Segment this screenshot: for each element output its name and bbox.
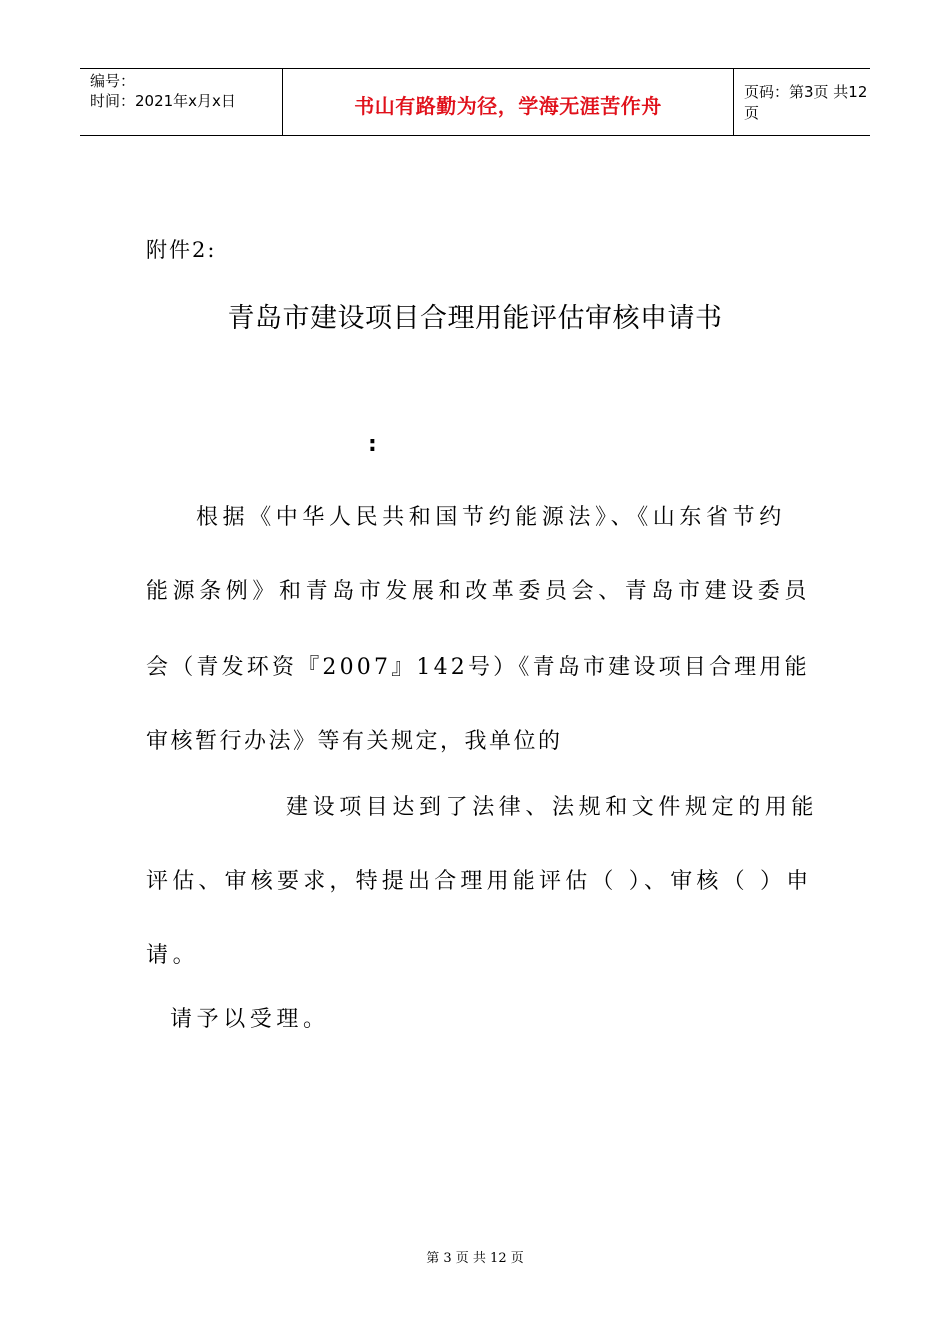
body-line-1: 根据《中华人民共和国节约能源法》、《山东省节约 [196, 505, 786, 530]
body-line-2: 能源条例》和青岛市发展和改革委员会、青岛市建设委员 [146, 579, 812, 604]
page-header [80, 68, 870, 136]
document-title: 青岛市建设项目合理用能评估审核申请书 [227, 303, 723, 334]
attachment-label: 附件2: [146, 238, 217, 262]
body-line-7: 请。 [146, 943, 200, 968]
body-line-5: 建设项目达到了法律、法规和文件规定的用能 [286, 795, 819, 820]
body-line-8: 请予以受理。 [170, 1007, 330, 1032]
body-line-4: 审核暂行办法》等有关规定，我单位的 [146, 729, 563, 754]
body-line-3: 会（青发环资『2007』142号）《青岛市建设项目合理用能 [146, 655, 810, 680]
page-footer: 第 3 页 共 12 页 [426, 1251, 524, 1266]
addressee-colon: : [368, 432, 377, 457]
header-meta [80, 69, 282, 135]
header-page-info: 页码：第3页 共12页 [744, 83, 868, 122]
document-number-label: 编号： [90, 72, 136, 90]
header-motto: 书山有路勤为径，学海无涯苦作舟 [354, 93, 662, 118]
header-motto-cell [282, 69, 734, 135]
body-line-6: 评估、审核要求，特提出合理用能评估（ ）、审核（ ）申 [146, 869, 813, 894]
document-time: 时间：2021年x月x日 [90, 92, 236, 110]
